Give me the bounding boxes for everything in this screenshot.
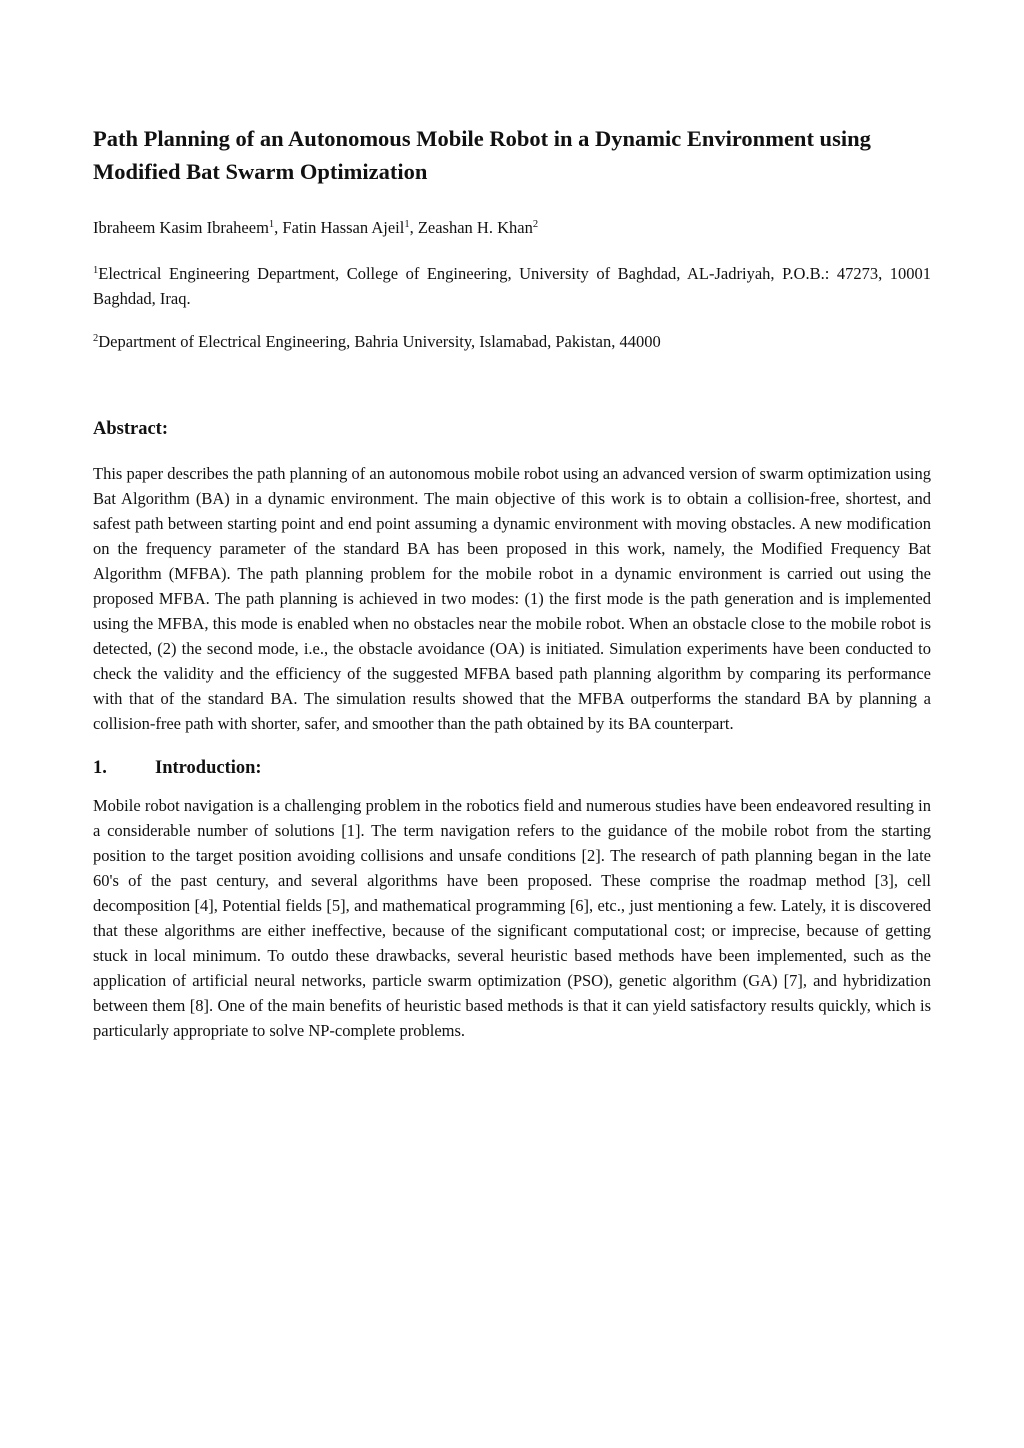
section-heading-introduction (93, 756, 931, 780)
affiliation-marker: 2 (93, 333, 99, 344)
paper-title: Path Planning of an Autonomous Mobile Robot in a Dynamic Environment using Modified Bat Swarm Optimization (93, 126, 871, 184)
affiliation (93, 329, 931, 354)
author-list: Ibraheem Kasim Ibraheem$^1$, Fatin Hassan Ajeil$^1$, Zeashan H. Khan$^2$ (93, 218, 539, 237)
author-affiliation-marker: 1 (268, 219, 275, 230)
author-affiliation-marker: 1 (404, 219, 410, 230)
affiliation-text: Electrical Engineering Department, College of Engineering, University of Baghdad, AL-Jadriyah, P.O.B.: 47273, 10001 Baghdad, Iraq. (93, 264, 931, 308)
author-name: Ibraheem Kasim Ibraheem (93, 218, 269, 237)
affiliation (93, 261, 931, 311)
paper-content (93, 122, 931, 1043)
affiliation-text: Department of Electrical Engineering, Bahria University, Islamabad, Pakistan, 44000 (98, 332, 661, 351)
section-number: 1. (93, 758, 107, 778)
author-name: Fatin Hassan Ajeil (282, 218, 405, 237)
introduction-body: Mobile robot navigation is a challenging problem in the robotics field and numerous studies have been endeavored resulting in a considerable number of solutions [1]. The term navigation refers to the guidance of the mobile robot from the starting position to the target position avoiding collisions and unsafe conditions [2]. The research of path planning began in the late 60's of the past century, and several algorithms have been proposed. These comprise the roadmap method [3], cell decomposition [4], Potential fields [5], and mathematical programming [6], etc., just mentioning a few. Lately, it is discovered that these algorithms are either ineffective, because of the significant computational cost; or imprecise, because of getting stuck in local minimum. To outdo these drawbacks, several heuristic based methods have been implemented, such as the application of artificial neural networks, particle swarm optimization (PSO), genetic algorithm (GA) [7], and hybridization between them [8]. One of the main benefits of heuristic based methods is that it can yield satisfactory results quickly, which is particularly appropriate to solve NP-complete problems. (93, 796, 931, 1040)
abstract-body: This paper describes the path planning of an autonomous mobile robot using an advanced version of swarm optimization using Bat Algorithm (BA) in a dynamic environment. The main objective of this work is to obtain a collision-free, shortest, and safest path between starting point and end point assuming a dynamic environment with moving obstacles. A new modification on the frequency parameter of the standard BA has been proposed in this work, namely, the Modified Frequency Bat Algorithm (MFBA). The path planning problem for the mobile robot in a dynamic environment is carried out using the proposed MFBA. The path planning is achieved in two modes: (1) the first mode is the path generation and is implemented using the MFBA, this mode is enabled when no obstacles near the mobile robot. When an obstacle close to the mobile robot is detected, (2) the second mode, i.e., the obstacle avoidance (OA) is initiated. Simulation experiments have been conducted to check the validity and the efficiency of the suggested MFBA based path planning algorithm by comparing its performance with that of the standard BA. The simulation results showed that the MFBA outperforms the standard BA by planning a collision-free path with shorter, safer, and smoother than the path obtained by its BA counterpart. (93, 464, 931, 733)
section-title: Introduction: (155, 758, 262, 778)
abstract-heading: Abstract: (93, 419, 169, 439)
author-name: Zeashan H. Khan (417, 218, 533, 237)
affiliation-marker: 1 (93, 265, 99, 276)
author-affiliation-marker: 2 (532, 219, 539, 230)
